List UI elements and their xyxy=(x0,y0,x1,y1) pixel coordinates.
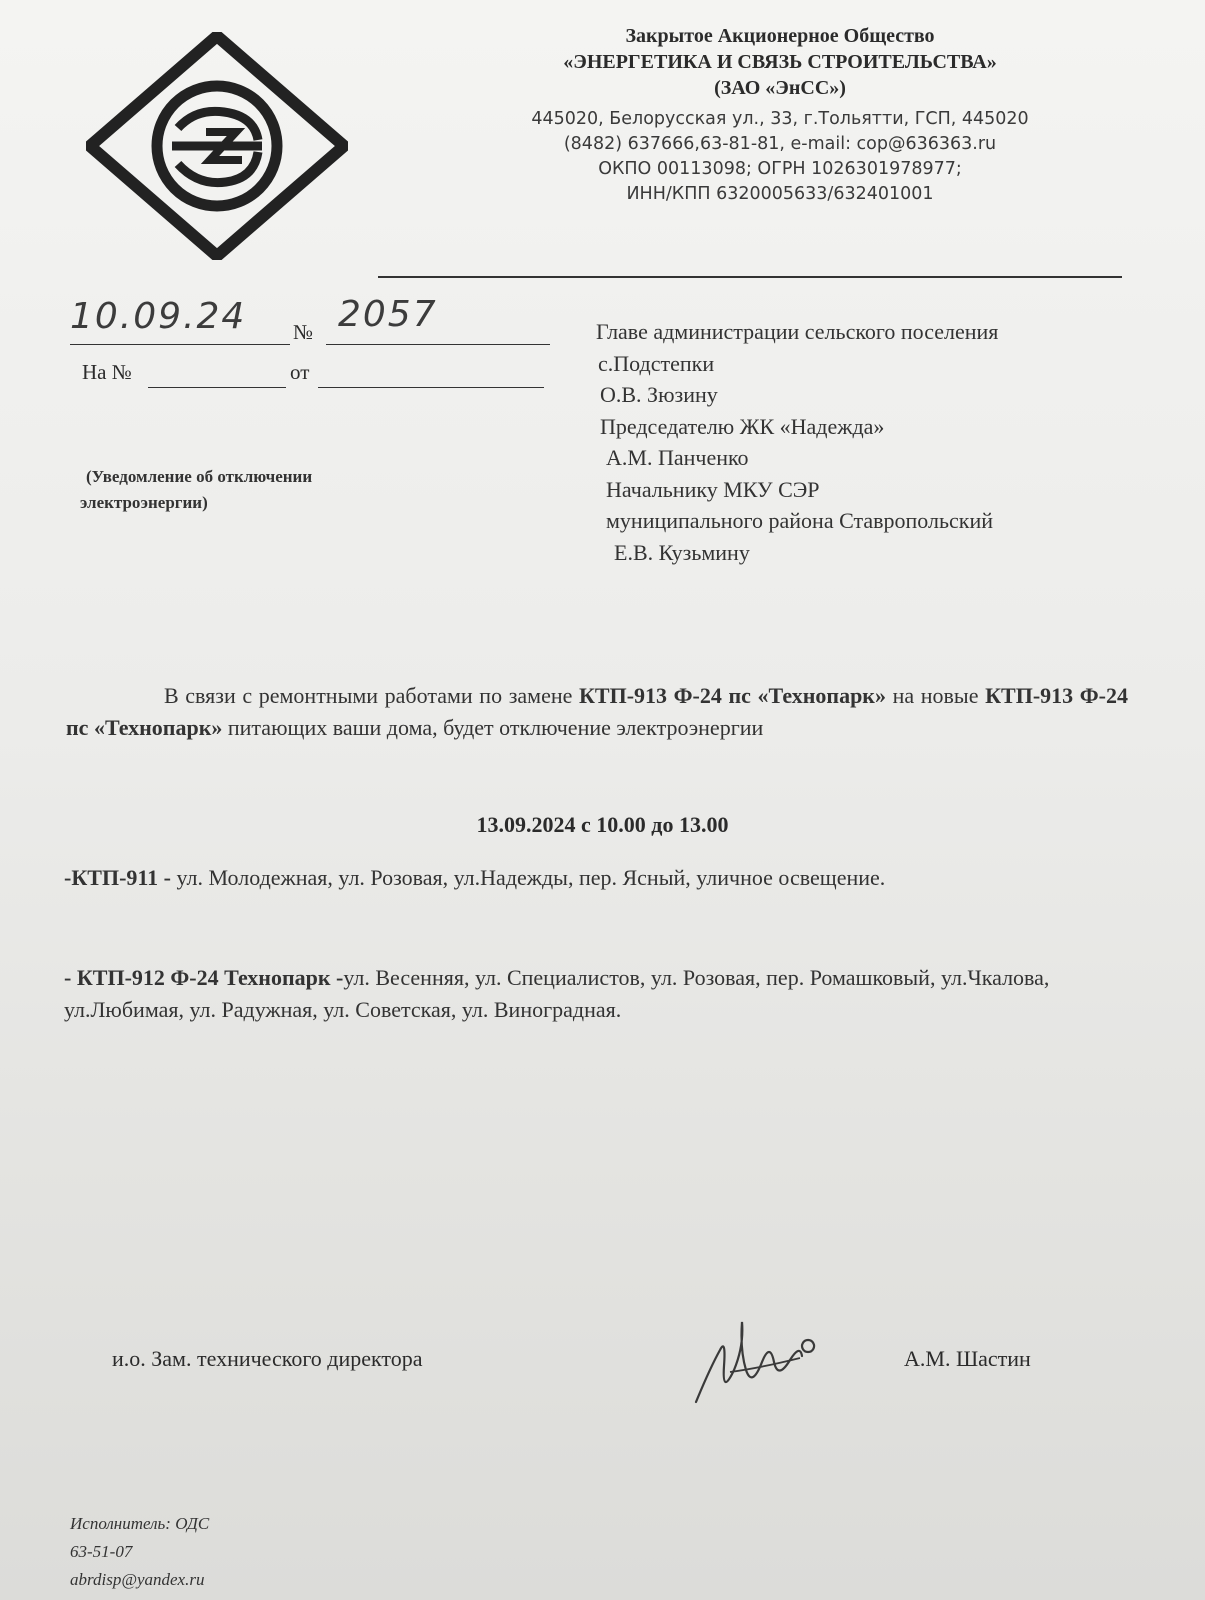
org-inn: ИНН/КПП 6320005633/632401001 xyxy=(626,184,934,204)
org-name: «ЭНЕРГЕТИКА И СВЯЗЬ СТРОИТЕЛЬСТВА» xyxy=(563,51,997,73)
executor-email: abrdisp@yandex.ru xyxy=(70,1570,205,1589)
addressee-line: Е.В. Кузьмину xyxy=(614,539,750,565)
org-address: 445020, Белорусская ул., 33, г.Тольятти, ГСП, 445020 xyxy=(531,109,1029,129)
body-text: В связи с ремонтными работами по замене xyxy=(164,683,579,708)
outage-date: 13.09.2024 с 10.00 до 13.00 xyxy=(476,812,729,837)
handwritten-number: 2057 xyxy=(338,294,438,335)
notice-paragraph xyxy=(66,680,1128,744)
subject-line-2: электроэнергии) xyxy=(80,493,208,512)
ref-line xyxy=(148,387,286,388)
body-bold-substation: КТП-913 Ф-24 пс «Технопарк» xyxy=(66,683,1128,740)
addressee-line: муниципального района Ставропольский xyxy=(606,508,993,533)
letterhead xyxy=(440,24,1120,207)
signatory-name: А.М. Шастин xyxy=(904,1346,1031,1371)
handwritten-signature xyxy=(690,1310,850,1420)
number-line xyxy=(326,344,550,345)
executor-phone: 63-51-07 xyxy=(70,1542,133,1561)
executor-block xyxy=(70,1510,209,1594)
item-label: -КТП-911 - xyxy=(64,865,172,890)
addressee-line: Начальнику МКУ СЭР xyxy=(606,476,820,502)
handwritten-date: 10.09.24 xyxy=(70,296,247,337)
outage-item-1 xyxy=(64,862,1134,894)
body-text: питающих ваши дома, будет отключение электроэнергии xyxy=(222,715,764,740)
org-type: Закрытое Акционерное Общество xyxy=(625,25,935,47)
date-line xyxy=(70,344,290,345)
addressee-line: Председателю ЖК «Надежда» xyxy=(600,413,885,439)
company-logo xyxy=(86,32,348,260)
item-streets: ул. Весенняя, ул. Специалистов, ул. Розовая, пер. Ромашковый, ул.Чкалова, ул.Любимая, ул. Радужная, ул. Советская, ул. Виноградная. xyxy=(64,965,1050,1022)
body-bold-substation: КТП-913 Ф-24 пс «Технопарк» xyxy=(578,683,886,708)
addressee-line: А.М. Панченко xyxy=(606,445,749,470)
number-label: № xyxy=(293,320,314,344)
item-streets: ул. Молодежная, ул. Розовая, ул.Надежды, пер. Ясный, уличное освещение. xyxy=(171,865,886,890)
addressee-line: О.В. Зюзину xyxy=(600,382,718,407)
outage-item-2 xyxy=(64,962,1134,1026)
subject-line-1: (Уведомление об отключении xyxy=(86,467,313,486)
body-text: на новые xyxy=(885,683,986,708)
letterhead-divider xyxy=(378,276,1122,278)
addressee-line: с.Подстепки xyxy=(598,350,715,376)
org-short-name: (ЗАО «ЭнСС») xyxy=(714,77,846,99)
ref-label: На № xyxy=(82,360,132,384)
from-label: от xyxy=(290,360,310,384)
item-label: - КТП-912 Ф-24 Технопарк - xyxy=(64,965,344,990)
addressee-line: Главе администрации сельского поселения xyxy=(596,319,999,344)
addressee-block xyxy=(598,316,998,568)
from-line xyxy=(318,387,544,388)
executor-dept: Исполнитель: ОДС xyxy=(70,1514,210,1533)
org-phone: (8482) 637666,63-81-81, e-mail: cop@636363.ru xyxy=(563,134,997,154)
org-okpo: ОКПО 00113098; ОГРН 1026301978977; xyxy=(598,159,962,179)
signatory-title: и.о. Зам. технического директора xyxy=(112,1346,423,1371)
